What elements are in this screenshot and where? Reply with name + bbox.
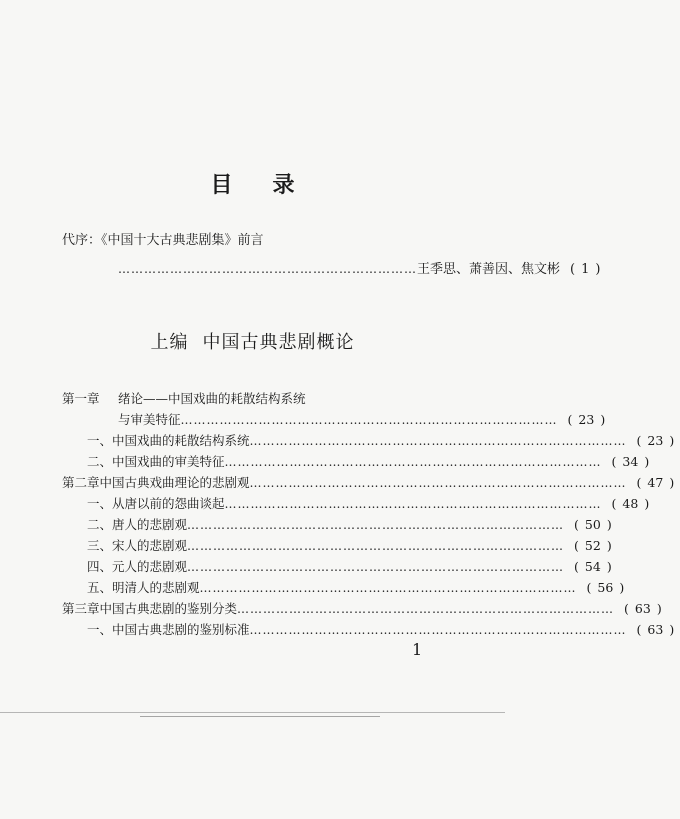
chapter-number: 第三章	[62, 601, 100, 616]
dot-leader: ……………………………………………………………………………	[224, 497, 602, 511]
table-of-contents	[62, 388, 675, 640]
entry-page-number: 54	[584, 559, 601, 574]
entry-title: 绪论——中国戏曲的耗散结构系统	[118, 391, 306, 406]
page-title-char-1: 目	[210, 173, 233, 198]
toc-row	[62, 556, 612, 577]
dot-leader: ……………………………………………………………………………	[224, 455, 602, 469]
preface-page: ( 1 )	[570, 262, 601, 277]
toc-row	[62, 598, 662, 619]
part-name: 中国古典悲剧概论	[202, 332, 355, 353]
entry-page-number: 34	[622, 454, 639, 469]
toc-row	[62, 577, 625, 598]
toc-row	[62, 388, 434, 409]
entry-page: ( 50 )	[574, 517, 612, 532]
toc-row	[62, 409, 606, 430]
dot-leader: ……………………………………………………………………………	[180, 413, 558, 427]
dot-leader: ……………………………………………………………………………	[199, 581, 577, 595]
toc-row	[62, 619, 675, 640]
entry-page-number: 63	[634, 601, 651, 616]
entry-page: ( 54 )	[574, 559, 612, 574]
toc-row	[62, 535, 612, 556]
entry-page-number: 48	[622, 496, 639, 511]
dot-leader: ……………………………………………………………	[118, 262, 417, 276]
preface-entry-leader	[118, 258, 601, 277]
entry-title: 五、明清人的悲剧观	[87, 580, 200, 595]
entry-page-number: 47	[647, 475, 664, 490]
dot-leader: ……………………………………………………………………………	[237, 602, 615, 616]
toc-row	[62, 430, 675, 451]
entry-page: ( 63 )	[636, 622, 675, 637]
entry-page-number: 23	[578, 412, 595, 427]
entry-page: ( 47 )	[636, 475, 675, 490]
page-title-char-2: 录	[272, 173, 295, 198]
entry-page: ( 23 )	[567, 412, 606, 427]
entry-page: ( 48 )	[611, 496, 650, 511]
scan-edge-line	[0, 712, 505, 713]
entry-page: ( 34 )	[611, 454, 650, 469]
entry-title: 三、宋人的悲剧观	[87, 538, 188, 553]
entry-page: ( 63 )	[624, 601, 662, 616]
page-title	[0, 168, 505, 199]
entry-title: 一、中国古典悲剧的鉴别标准	[87, 622, 250, 637]
dot-leader: ……………………………………………………………………………	[187, 518, 565, 532]
dot-leader: ……………………………………………………………………………	[249, 476, 627, 490]
entry-page-number: 52	[584, 538, 601, 553]
part-title	[0, 328, 505, 354]
page-number: 1	[412, 640, 423, 659]
entry-page-number: 50	[584, 517, 601, 532]
entry-title: 中国古典戏曲理论的悲剧观	[99, 475, 250, 490]
entry-page: ( 56 )	[586, 580, 625, 595]
dot-leader: ……………………………………………………………………………	[187, 539, 565, 553]
toc-row	[62, 472, 675, 493]
entry-title: 四、元人的悲剧观	[87, 559, 188, 574]
dot-leader: ……………………………………………………………………………	[187, 560, 565, 574]
chapter-number: 第一章	[62, 391, 100, 406]
entry-title: 二、唐人的悲剧观	[87, 517, 188, 532]
toc-row	[62, 451, 650, 472]
entry-page: ( 23 )	[636, 433, 675, 448]
toc-row	[62, 493, 650, 514]
preface-page-number: 1	[581, 262, 590, 277]
preface-entry-label: 代序：《中国十大古典悲剧集》前言	[62, 233, 264, 248]
dot-leader: ……………………………………………………………………………	[249, 434, 627, 448]
entry-title: 与审美特征	[118, 412, 181, 427]
entry-page-number: 56	[597, 580, 614, 595]
toc-row	[62, 514, 612, 535]
entry-title: 一、中国戏曲的耗散结构系统	[87, 433, 250, 448]
entry-page-number: 23	[647, 433, 664, 448]
scan-edge-line	[140, 716, 380, 717]
entry-page: ( 52 )	[574, 538, 612, 553]
chapter-number: 第二章	[62, 475, 100, 490]
entry-title: 二、中国戏曲的审美特征	[87, 454, 225, 469]
entry-page-number: 63	[647, 622, 664, 637]
entry-title: 一、从唐以前的怨曲谈起	[87, 496, 225, 511]
part-prefix: 上编	[150, 332, 189, 353]
preface-authors: 王季思、萧善因、焦文彬	[417, 262, 561, 277]
entry-title: 中国古典悲剧的鉴别分类	[99, 601, 238, 616]
dot-leader: ……………………………………………………………………………	[249, 623, 627, 637]
